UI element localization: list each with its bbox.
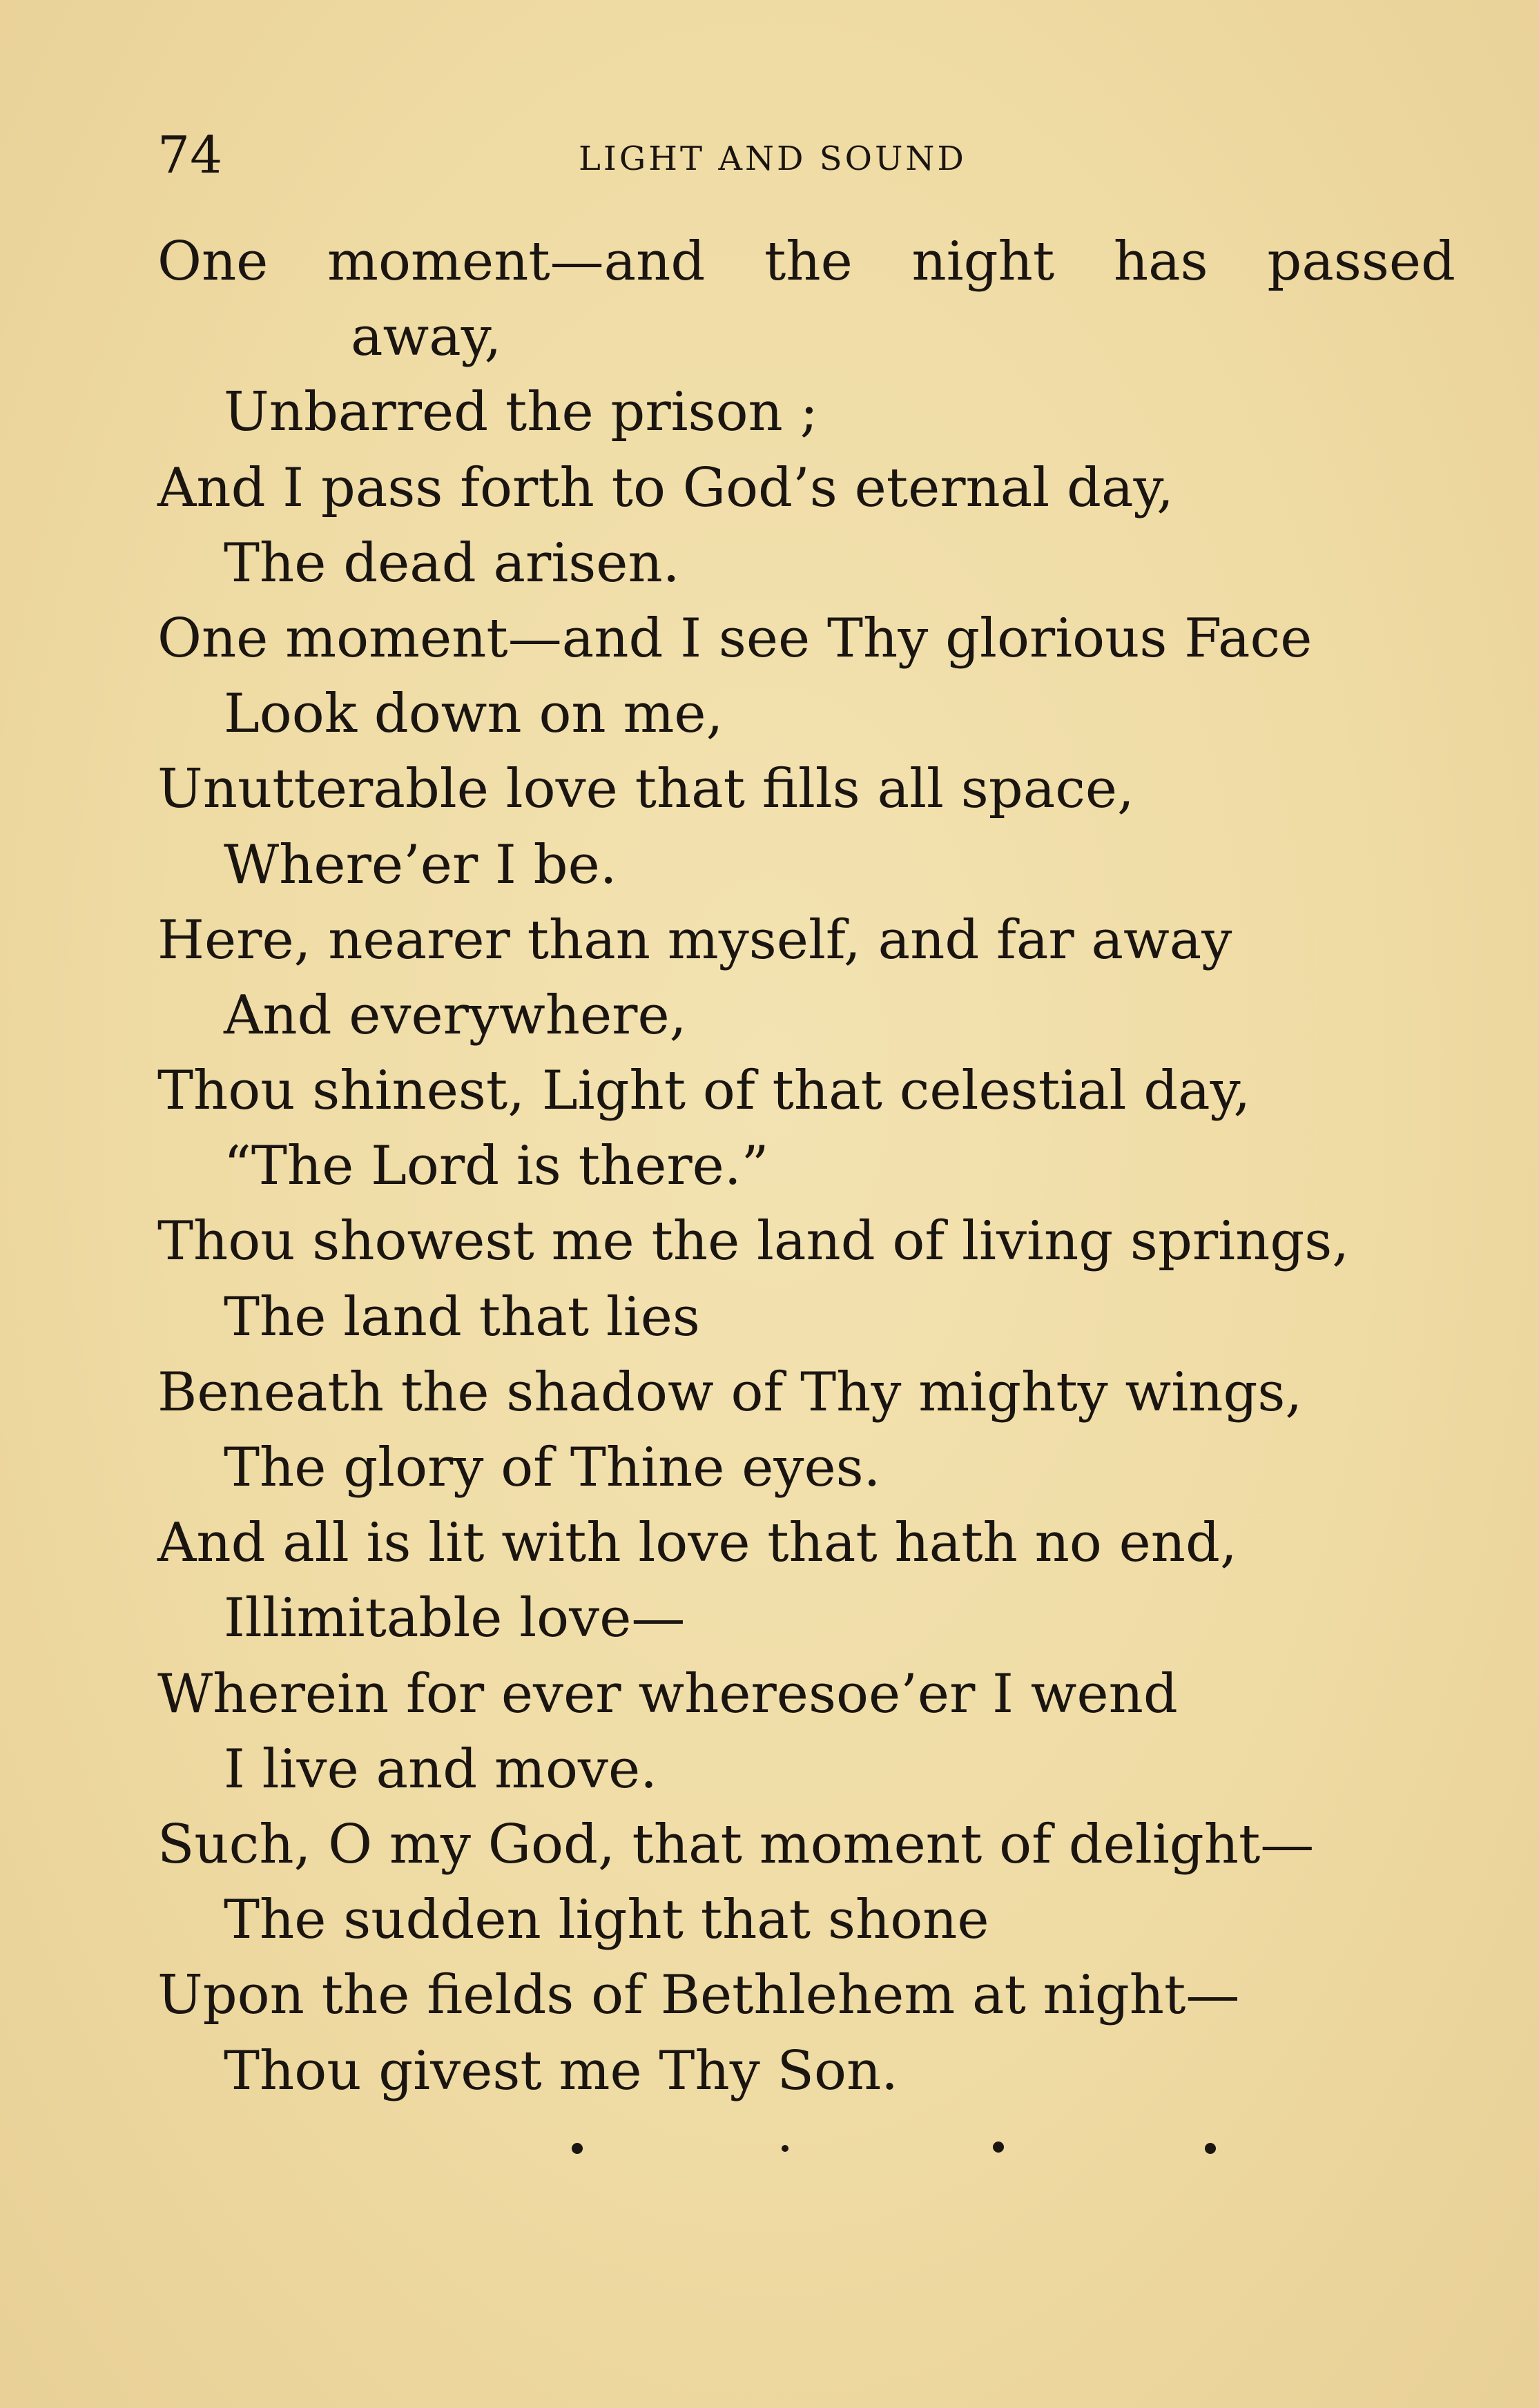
poem-line: “The Lord is there.” bbox=[224, 1135, 769, 1198]
poem-line: Such, O my God, that moment of delight— bbox=[157, 1813, 1315, 1876]
section-break-ornament bbox=[0, 2133, 1539, 2161]
running-title: LIGHT AND SOUND bbox=[579, 139, 967, 178]
ornament-dot bbox=[1205, 2143, 1216, 2154]
poem-line: Upon the fields of Bethlehem at night— bbox=[157, 1964, 1240, 2027]
poem-word: One bbox=[157, 231, 269, 293]
poem-line: The glory of Thine eyes. bbox=[224, 1437, 881, 1499]
poem-line: Illimitable love— bbox=[224, 1587, 686, 1650]
poem-word: moment—and bbox=[327, 231, 706, 293]
poem bbox=[157, 224, 1455, 2109]
poem-word: has bbox=[1113, 231, 1208, 293]
poem-line: One moment—and I see Thy glorious Face bbox=[157, 607, 1313, 670]
poem-line: Beneath the shadow of Thy mighty wings, bbox=[157, 1361, 1303, 1424]
poem-line: Unutterable love that fills all space, bbox=[157, 758, 1134, 821]
poem-line: The sudden light that shone bbox=[224, 1889, 989, 1952]
poem-line: Where’er I be. bbox=[224, 833, 617, 896]
poem-line: Unbarred the prison ; bbox=[224, 381, 818, 444]
poem-line: The dead arisen. bbox=[224, 532, 680, 594]
poem-word: night bbox=[911, 231, 1055, 293]
ornament-dot bbox=[993, 2142, 1004, 2153]
poem-word: passed bbox=[1267, 231, 1455, 293]
poem-line: Thou showest me the land of living springs, bbox=[157, 1210, 1350, 1273]
page-header bbox=[0, 117, 1539, 193]
poem-line: And all is lit with love that hath no end, bbox=[157, 1512, 1237, 1575]
ornament-dot bbox=[782, 2145, 788, 2152]
poem-line: Here, nearer than myself, and far away bbox=[157, 909, 1232, 971]
ornament-dot bbox=[572, 2143, 583, 2154]
poem-line: Wherein for ever wheresoe’er I wend bbox=[157, 1662, 1178, 1725]
poem-line: Thou shinest, Light of that celestial day, bbox=[157, 1060, 1251, 1123]
poem-line: Look down on me, bbox=[224, 683, 724, 746]
poem-line: The land that lies bbox=[224, 1285, 700, 1348]
poem-line: And everywhere, bbox=[224, 984, 687, 1047]
poem-line-1 bbox=[157, 224, 1455, 300]
page-number: 74 bbox=[157, 126, 223, 185]
poem-word: the bbox=[764, 231, 853, 293]
poem-line: Thou givest me Thy Son. bbox=[224, 2039, 898, 2102]
poem-line: away, bbox=[351, 306, 502, 369]
poem-line: I live and move. bbox=[224, 1738, 657, 1800]
poem-line: And I pass forth to God’s eternal day, bbox=[157, 456, 1174, 519]
